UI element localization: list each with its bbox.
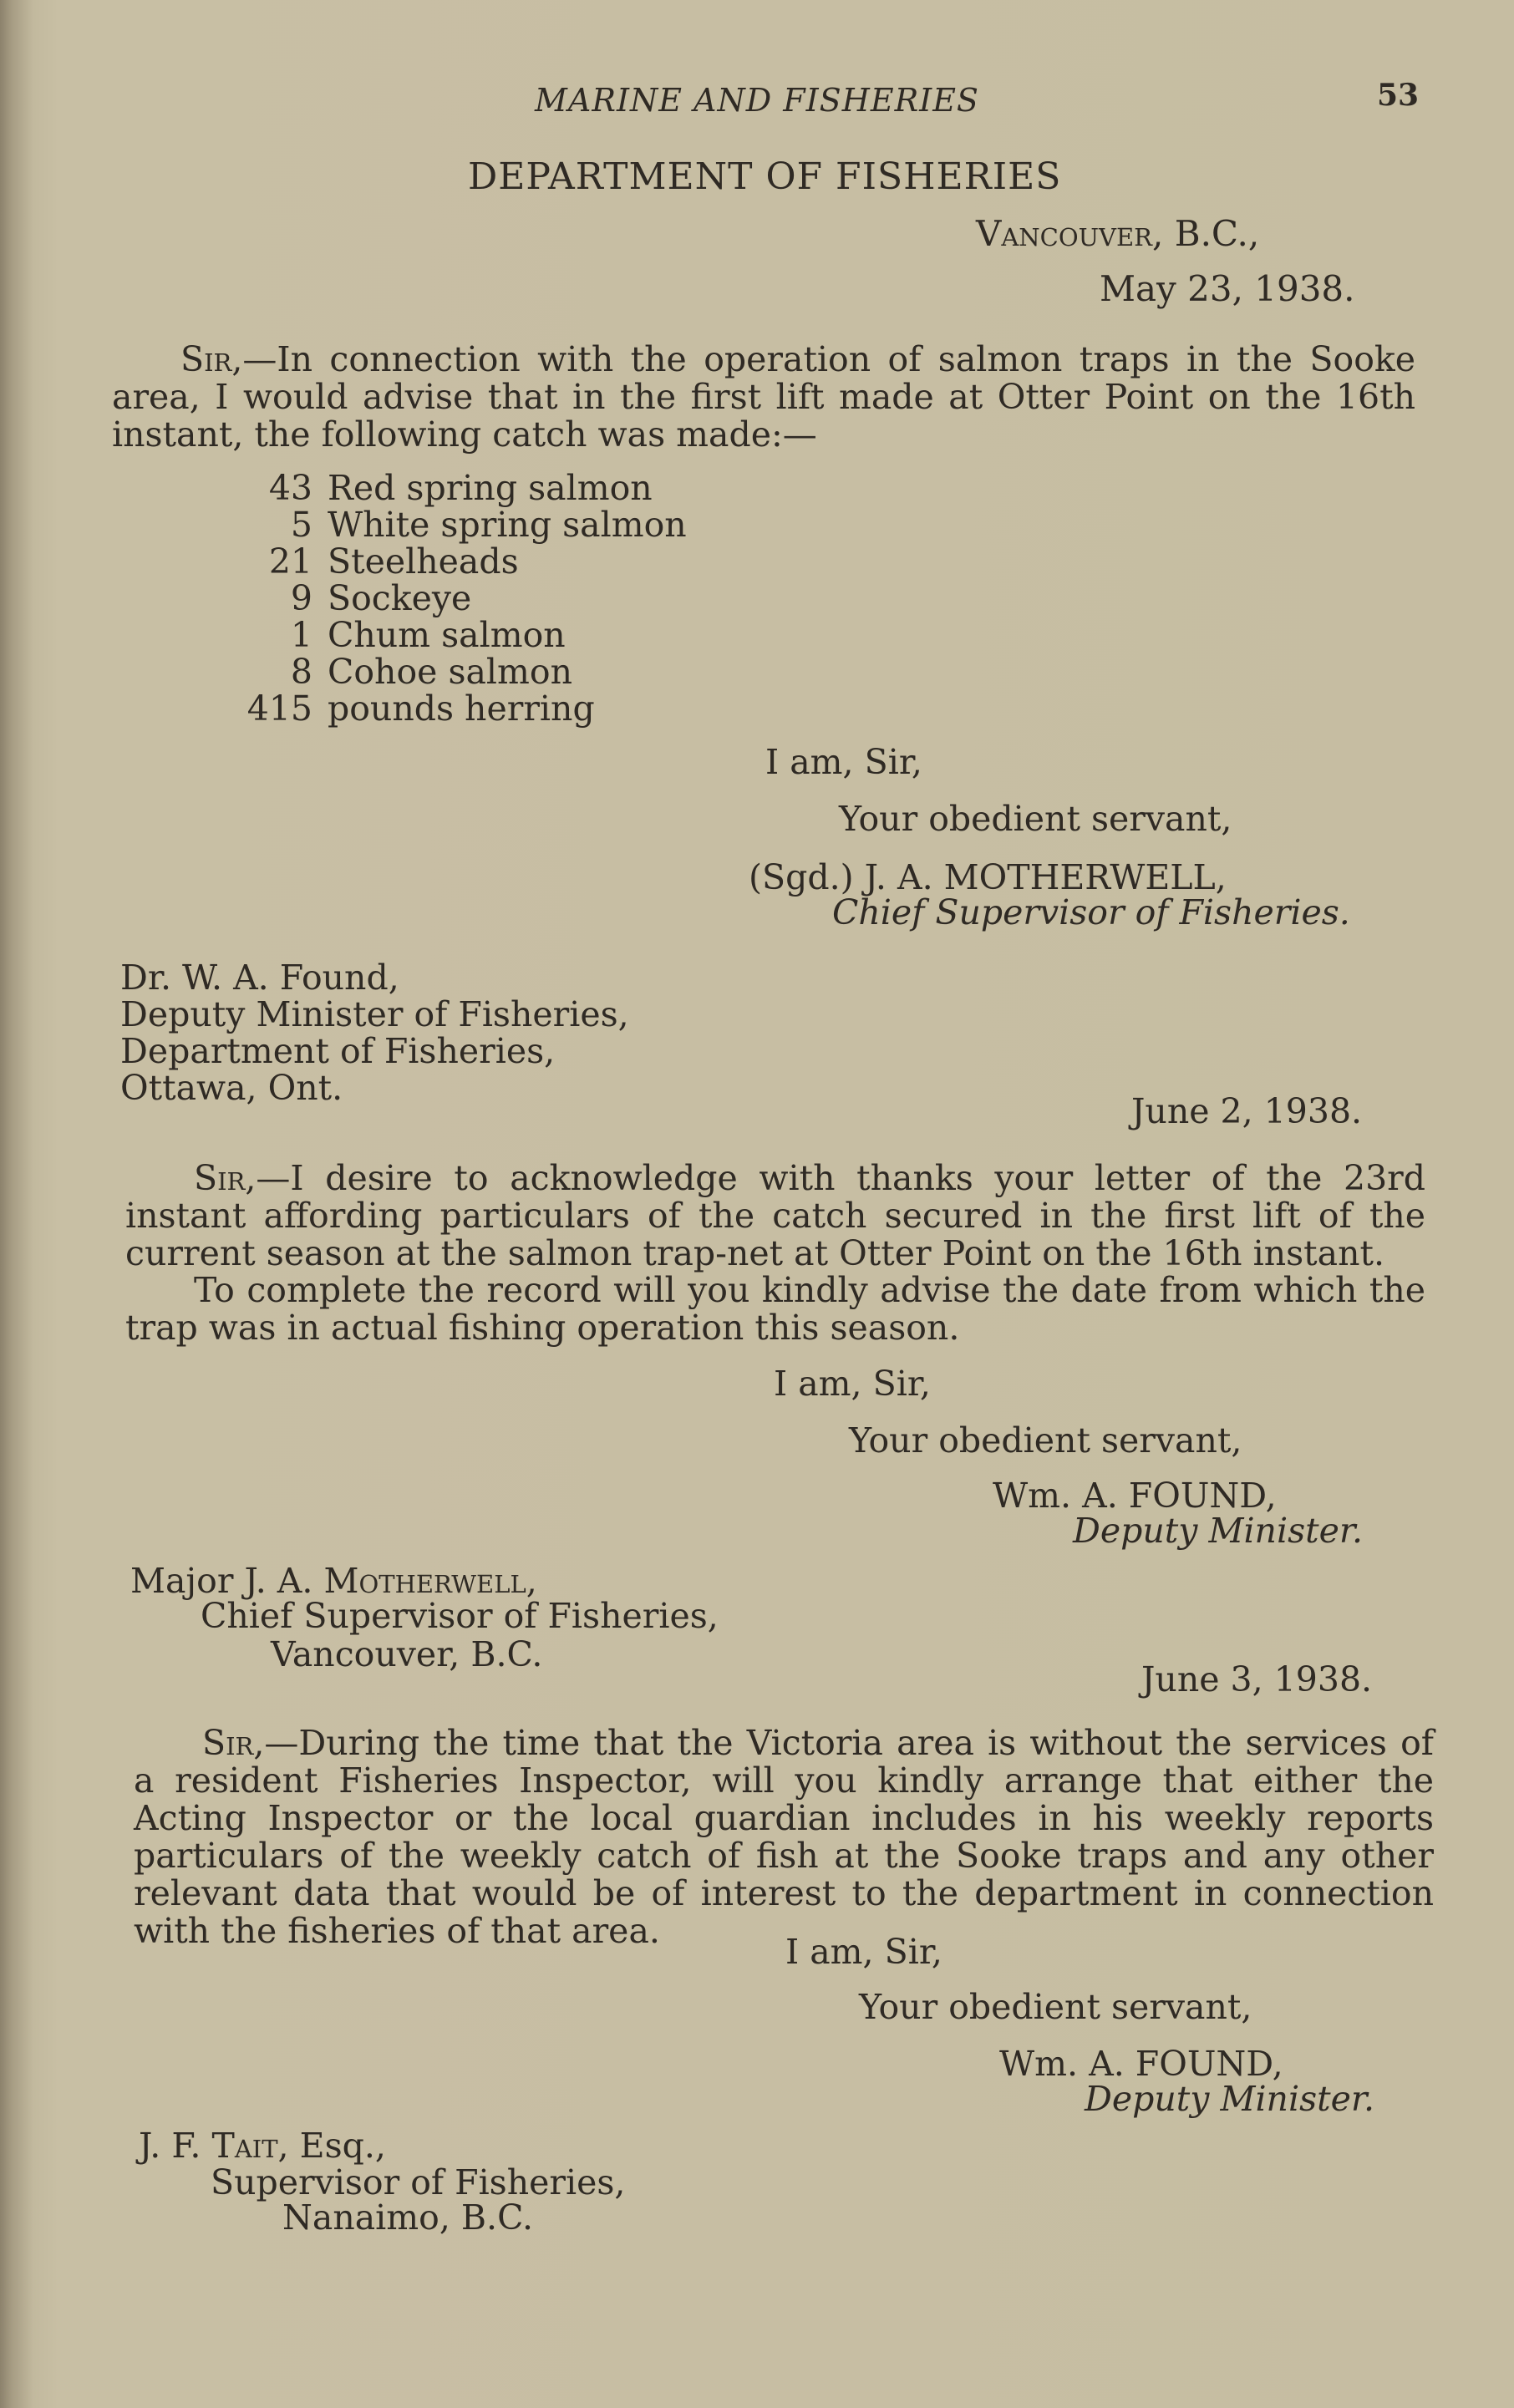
letter1-body [112, 341, 1415, 454]
catch-qty: 415 [246, 688, 312, 729]
addressee-line: Deputy Minister of Fisheries, [120, 994, 629, 1034]
letter1-date: May 23, 1938. [1100, 268, 1355, 309]
letter1-closing1: I am, Sir, [765, 742, 922, 782]
letter1-salutation: Sir, [180, 339, 243, 379]
letter2-addressee-line1 [130, 1561, 537, 1601]
letter3-date: June 3, 1938. [1141, 1659, 1373, 1699]
letter3-body-text: —During the time that the Victoria area is without the services of a resident Fisheries Inspector, will you kindly arrange that either the Acting Inspector or the local guardian includes in his weekly reports particulars of the weekly catch of fish at the Sooke traps and any other relevant data that would be of interest to the department in connection with the fisheries of that area. [134, 1723, 1434, 1951]
letter3-addressee-line3: Nanaimo, B.C. [282, 2197, 534, 2238]
letter1-signer-title: Chief Supervisor of Fisheries. [832, 892, 1350, 932]
letter3-addressee-line1 [139, 2126, 386, 2166]
letter3-signer-title: Deputy Minister. [1085, 2079, 1374, 2119]
addressee-line: Dr. W. A. Found, [120, 958, 399, 998]
letter1-place: Vancouver, B.C., [976, 213, 1260, 254]
letter3-salutation: Sir, [202, 1723, 265, 1763]
letter2-addressee-line3: Vancouver, B.C. [271, 1634, 543, 1674]
department-heading: DEPARTMENT OF FISHERIES [468, 155, 1062, 198]
letter2-closing2: Your obedient servant, [849, 1420, 1242, 1461]
letter1-body-text: —In connection with the operation of salmon traps in the Sooke area, I would advise that in the first lift made at Otter Point on the 16th instant, the following catch was made:— [112, 339, 1415, 455]
letter3-addressee-line2: Supervisor of Fisheries, [211, 2162, 626, 2202]
catch-qty: 9 [290, 578, 312, 618]
addressee-name: Tait, [211, 2126, 289, 2166]
addressee-line: Department of Fisheries, [120, 1031, 556, 1071]
running-title: MARINE AND FISHERIES [535, 82, 979, 119]
letter2-para1-text: —I desire to acknowledge with thanks your letter of the 23rd instant affording particulars of the catch secured in the first lift of the current season at the salmon trap-net at Otter Point on the 16th instant. [125, 1158, 1425, 1273]
letter3-closing2: Your obedient servant, [859, 1987, 1252, 2027]
letter2-salutation: Sir, [194, 1158, 257, 1198]
letter2-signature: Wm. A. FOUND, [993, 1476, 1277, 1516]
addressee-line: Ottawa, Ont. [120, 1068, 343, 1108]
letter3-body [134, 1725, 1434, 1950]
letter2-closing1: I am, Sir, [774, 1364, 931, 1404]
letter1-closing2: Your obedient servant, [839, 799, 1232, 839]
letter2-para1 [125, 1160, 1425, 1273]
catch-item: White spring salmon [328, 505, 687, 545]
catch-qty: 5 [290, 505, 312, 545]
catch-item: Cohoe salmon [328, 652, 573, 692]
page-number: 53 [1377, 78, 1420, 113]
letter3-signature: Wm. A. FOUND, [999, 2044, 1283, 2084]
letter2-date: June 2, 1938. [1131, 1091, 1363, 1131]
catch-qty: 8 [290, 652, 312, 692]
addressee-prefix: Major J. A. [130, 1561, 313, 1601]
addressee-name: Motherwell, [323, 1561, 537, 1601]
letter2-addressee-line2: Chief Supervisor of Fisheries, [201, 1596, 719, 1636]
catch-qty: 21 [268, 541, 312, 582]
letter1-signature: (Sgd.) J. A. MOTHERWELL, [749, 857, 1227, 897]
addressee-prefix: J. F. [139, 2126, 201, 2166]
letter2-para2: To complete the record will you kindly advise the date from which the trap was in actual fishing operation this season. [125, 1270, 1425, 1348]
addressee-suffix: Esq., [299, 2126, 386, 2166]
catch-item: Steelheads [328, 541, 519, 582]
catch-item: pounds herring [328, 688, 595, 729]
catch-item: Chum salmon [328, 615, 566, 655]
catch-item: Red spring salmon [328, 468, 653, 508]
catch-qty: 1 [290, 615, 312, 655]
letter3-closing1: I am, Sir, [785, 1932, 942, 1972]
catch-item: Sockeye [328, 578, 472, 618]
catch-qty: 43 [268, 468, 312, 508]
letter2-signer-title: Deputy Minister. [1073, 1511, 1363, 1551]
